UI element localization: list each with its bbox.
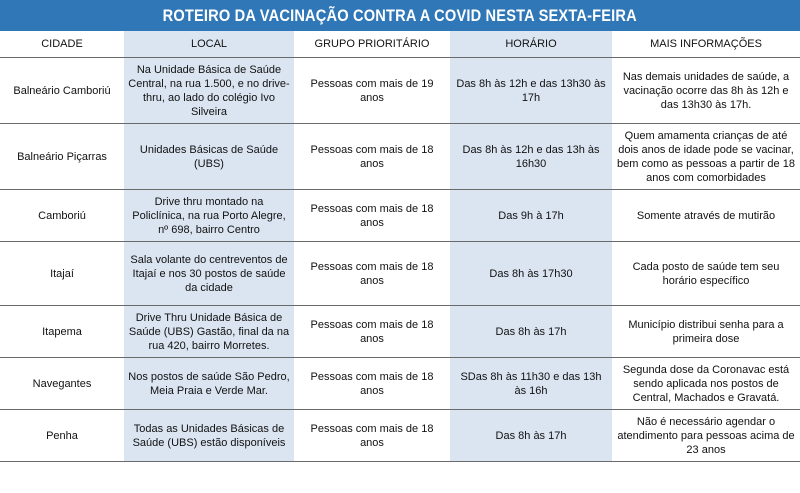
table-row (0, 410, 800, 462)
cell-cidade: Camboriú (0, 190, 124, 242)
table-row (0, 58, 800, 124)
cell-local: Drive thru montado na Policlínica, na rua Porto Alegre, nº 698, bairro Centro (124, 190, 294, 242)
cell-info: Nas demais unidades de saúde, a vacinação ocorre das 8h às 12h e das 13h30 às 17h. (612, 58, 800, 124)
header-local: LOCAL (124, 31, 294, 58)
cell-grupo: Pessoas com mais de 18 anos (294, 124, 450, 190)
cell-horario: Das 8h às 12h e das 13h30 às 17h (450, 58, 612, 124)
header-horario: HORÁRIO (450, 31, 612, 58)
cell-horario: Das 8h às 17h (450, 306, 612, 358)
table-row (0, 124, 800, 190)
vaccination-schedule-table (0, 31, 800, 462)
cell-local: Nos postos de saúde São Pedro, Meia Praia e Verde Mar. (124, 358, 294, 410)
cell-local: Unidades Básicas de Saúde (UBS) (124, 124, 294, 190)
cell-grupo: Pessoas com mais de 18 anos (294, 306, 450, 358)
cell-info: Município distribui senha para a primeira dose (612, 306, 800, 358)
cell-grupo: Pessoas com mais de 18 anos (294, 358, 450, 410)
cell-grupo: Pessoas com mais de 18 anos (294, 242, 450, 306)
cell-info: Segunda dose da Coronavac está sendo aplicada nos postos de Central, Machados e Gravatá. (612, 358, 800, 410)
cell-info: Quem amamenta crianças de até dois anos de idade pode se vacinar, bem como as pessoas a partir de 18 anos com comorbidades (612, 124, 800, 190)
table-title-bar (0, 0, 800, 31)
table-row (0, 190, 800, 242)
cell-horario: Das 9h à 17h (450, 190, 612, 242)
cell-horario: Das 8h às 17h30 (450, 242, 612, 306)
cell-info: Cada posto de saúde tem seu horário específico (612, 242, 800, 306)
header-row (0, 31, 800, 58)
cell-local: Na Unidade Básica de Saúde Central, na rua 1.500, e no drive-thru, ao lado do colégio Ivo Silveira (124, 58, 294, 124)
header-grupo: GRUPO PRIORITÁRIO (294, 31, 450, 58)
cell-info: Não é necessário agendar o atendimento para pessoas acima de 23 anos (612, 410, 800, 462)
cell-info: Somente através de mutirão (612, 190, 800, 242)
cell-horario: Das 8h às 17h (450, 410, 612, 462)
cell-grupo: Pessoas com mais de 19 anos (294, 58, 450, 124)
cell-local: Todas as Unidades Básicas de Saúde (UBS) estão disponíveis (124, 410, 294, 462)
cell-cidade: Balneário Piçarras (0, 124, 124, 190)
cell-grupo: Pessoas com mais de 18 anos (294, 410, 450, 462)
cell-local: Sala volante do centreventos de Itajaí e nos 30 postos de saúde da cidade (124, 242, 294, 306)
table-row (0, 358, 800, 410)
header-cidade: CIDADE (0, 31, 124, 58)
cell-grupo: Pessoas com mais de 18 anos (294, 190, 450, 242)
header-info: MAIS INFORMAÇÕES (612, 31, 800, 58)
cell-cidade: Itapema (0, 306, 124, 358)
cell-cidade: Navegantes (0, 358, 124, 410)
cell-cidade: Penha (0, 410, 124, 462)
table-title: ROTEIRO DA VACINAÇÃO CONTRA A COVID NESTA SEXTA-FEIRA (162, 5, 638, 25)
cell-cidade: Balneário Camboriú (0, 58, 124, 124)
cell-cidade: Itajaí (0, 242, 124, 306)
cell-horario: SDas 8h às 11h30 e das 13h às 16h (450, 358, 612, 410)
table-row (0, 242, 800, 306)
table-row (0, 306, 800, 358)
cell-local: Drive Thru Unidade Básica de Saúde (UBS) Gastão, final da na rua 420, bairro Morretes. (124, 306, 294, 358)
cell-horario: Das 8h às 12h e das 13h às 16h30 (450, 124, 612, 190)
